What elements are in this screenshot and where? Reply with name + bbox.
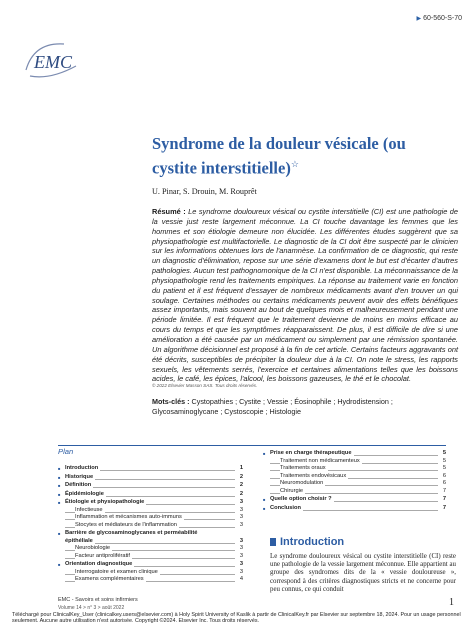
- toc-entry-label: Neuromodulation: [280, 480, 324, 486]
- toc-entry-label: Traitements oraux: [280, 465, 326, 471]
- toc-entry-page: 7: [442, 504, 446, 511]
- introduction-text: Le syndrome douloureux vésical ou cystite interstitielle (CI) reste une pathologie de la vessie largement méconnue. Elle appartient au groupe des syndromes dits de la « vessie douloureuse », correspond à des critères diagnostiques stricts et ne concerne pour peu connus, ce qui conduit: [270, 553, 456, 593]
- toc-entry-label: Infectieuse: [75, 506, 103, 513]
- toc-entry-page: 4: [239, 576, 243, 582]
- authors: U. Pinar, S. Drouin, M. Rouprêt: [152, 187, 257, 196]
- toc-entry[interactable]: [65, 514, 243, 522]
- keywords-label: Mots-clés :: [152, 397, 190, 406]
- toc-entry-label: Épidémiologie: [65, 490, 104, 497]
- toc-entry-label: Stocytes et médiateurs de l'inflammation: [75, 521, 177, 528]
- toc-entry[interactable]: [270, 473, 446, 481]
- toc-entry[interactable]: [65, 465, 243, 473]
- triangle-icon: ▶: [416, 16, 422, 22]
- toc-left-column: [65, 465, 243, 584]
- download-notice: Téléchargé pour ClinicalKey_User (clinicalkey.users@elsevier.com) à Holy Spirit University of Kaslik à partir de ClinicalKey.fr par Elsevier sur septembre 18, 2024. Pour un usage personnel seulement. Aucune autre utilisation n'est autorisée. Copyright ©2024. Elsevier Inc. Tous droits réservés.: [12, 612, 461, 625]
- toc-entry[interactable]: [65, 530, 243, 538]
- abstract-label: Résumé :: [152, 207, 186, 216]
- toc-entry[interactable]: [270, 458, 446, 466]
- toc-entry[interactable]: [270, 488, 446, 496]
- footer-volume: Volume 14 > n° 3 > août 2022: [58, 605, 125, 611]
- toc-entry[interactable]: [65, 561, 243, 569]
- copyright: © 2022 Elsevier Masson SAS. Tous droits réservés.: [152, 383, 258, 388]
- keywords: [152, 397, 458, 417]
- toc-entry-page: 3: [239, 568, 243, 575]
- toc-entry-label: Chirurgie: [280, 487, 304, 494]
- toc-entry[interactable]: [270, 480, 446, 488]
- toc-entry-page: 7: [442, 487, 446, 494]
- toc-entry-page: 3: [239, 521, 243, 528]
- toc-entry[interactable]: [270, 450, 446, 458]
- toc-entry[interactable]: [65, 522, 243, 530]
- toc-entry[interactable]: [65, 491, 243, 499]
- toc-entry-label: Étiologie et physiopathologie: [65, 499, 145, 505]
- toc-entry-label: Historique: [65, 473, 94, 480]
- toc-entry-page: 5: [442, 457, 446, 464]
- toc-entry[interactable]: [65, 474, 243, 482]
- toc-entry-page: 3: [239, 552, 243, 559]
- toc-entry-label: Conclusion: [270, 504, 301, 511]
- square-bullet-icon: [270, 538, 276, 546]
- plan-heading: Plan: [58, 447, 74, 456]
- toc-entry[interactable]: [65, 553, 243, 561]
- svg-text:EMC: EMC: [34, 52, 72, 72]
- keywords-text: Cystopathies ; Cystite ; Vessie ; Éosinophile ; Hydrodistension ; Glycosaminoglycane ; Cystoscopie ; Histologie: [152, 397, 393, 416]
- toc-entry-label: Barrière de glycosaminoglycanes et perméabilité: [65, 530, 198, 536]
- toc-entry-page: 3: [239, 537, 243, 544]
- toc-entry[interactable]: [65, 545, 243, 553]
- toc-entry-label: Quelle option choisir ?: [270, 496, 332, 502]
- toc-entry-page: 6: [442, 480, 446, 486]
- title-footnote-mark: ☆: [290, 159, 299, 169]
- toc-entry[interactable]: [65, 576, 243, 584]
- introduction-heading: Introduction: [270, 536, 344, 548]
- page-number: 1: [449, 597, 454, 608]
- toc-entry-page: 3: [239, 514, 243, 520]
- toc-entry-label: Interrogatoire et examen clinique: [75, 568, 158, 575]
- toc-entry[interactable]: [270, 505, 446, 513]
- toc-entry-page: 3: [239, 561, 243, 567]
- toc-entry-label: Traitements endovésicaux: [280, 472, 347, 479]
- abstract: [152, 207, 458, 384]
- toc-entry-label: Facteur antiprolifératif: [75, 552, 131, 559]
- toc-entry-label: Inflammation et mécanismes auto-immuns: [75, 514, 182, 520]
- toc-entry-label: Traitement non médicamenteux: [280, 457, 360, 464]
- toc-entry-label: Prise en charge thérapeutique: [270, 450, 352, 456]
- toc-entry[interactable]: [65, 482, 243, 490]
- toc-entry[interactable]: [65, 499, 243, 507]
- abstract-text: Le syndrome douloureux vésical ou cystite interstitielle (CI) est une pathologie de la vessie just reste largement méconnue. La CI touche davantage les femmes que les hommes et son étiologie demeure non élucidée. Les différentes études suggèrent que sa physiopathologie est multifactorielle. Le diagnostic de la CI doit être suspecté par le clinicien sur les informations obtenues lors de l'anamnèse. La confirmation de ce diagnostic, qui reste un diagnostic d'élimination, repose sur une série d'examens dont le but est d'écarter d'autres pathologies. Aucun test pathognomonique de la CI n'est disponible. La méconnaissance de la physiopathologie rend les traitements empiriques. La réponse au traitement varie en fonction du patient et il est fréquent d'essayer de nombreux médicaments avant d'en trouver un qui soulage. Certaines méthodes ou certains médicaments peuvent avoir des effets bénéfiques assez importants, mais souvent au bout de quelques mois et malheureusement pendant une période limitée. Il est fréquent que le traitement devienne de moins en moins efficace au cours du temps et que les symptômes réapparaissent. De plus, il est difficile de dire si une amélioration a été causée par un médicament ou simplement par une rémission spontanée. Un algorithme décisionnel est proposé à la fin de cet article. Certains facteurs aggravants ont été décrits, susceptibles de précipiter la douleur due à la CI. On note le stress, les rapports sexuels, les vêtements serrés, l'exercice et certaines alimentations telles que les boissons acides, le café, les épices, l'alcool, les boissons gazeuses, le thé et le chocolat.: [152, 207, 459, 384]
- toc-entry[interactable]: [65, 507, 243, 515]
- toc-entry-page: 7: [442, 496, 446, 502]
- toc-entry-label: Neurobiologie: [75, 545, 111, 551]
- article-title: Syndrome de la douleur vésicale (ou cystite interstitielle)☆: [152, 134, 406, 178]
- toc-entry-page: 5: [442, 450, 446, 456]
- emc-logo: [20, 36, 84, 84]
- toc-entry-page: 6: [442, 472, 446, 479]
- toc-entry-page: 1: [239, 465, 243, 471]
- toc-entry-page: 3: [239, 545, 243, 551]
- article-reference: ▶ 60-560-S-70: [416, 15, 462, 22]
- toc-entry-page: 2: [239, 490, 243, 497]
- toc-entry-page: 2: [239, 473, 243, 480]
- toc-right-column: [270, 450, 446, 512]
- footer-journal: EMC - Savoirs et soins infirmiers: [58, 597, 138, 603]
- toc-entry-label: Définition: [65, 482, 92, 488]
- toc-entry-page: 5: [442, 465, 446, 471]
- toc-entry[interactable]: [65, 569, 243, 577]
- toc-entry-page: 3: [239, 506, 243, 513]
- toc-entry-label: épithéliale: [65, 537, 93, 544]
- toc-entry-page: 2: [239, 482, 243, 488]
- toc-entry-page: 3: [239, 499, 243, 505]
- toc-entry-label: Introduction: [65, 465, 99, 471]
- toc-entry[interactable]: [270, 465, 446, 473]
- toc-entry[interactable]: [270, 496, 446, 504]
- toc-entry-label: Orientation diagnostique: [65, 561, 133, 567]
- toc-entry[interactable]: [65, 538, 243, 546]
- toc-entry-label: Examens complémentaires: [75, 576, 144, 582]
